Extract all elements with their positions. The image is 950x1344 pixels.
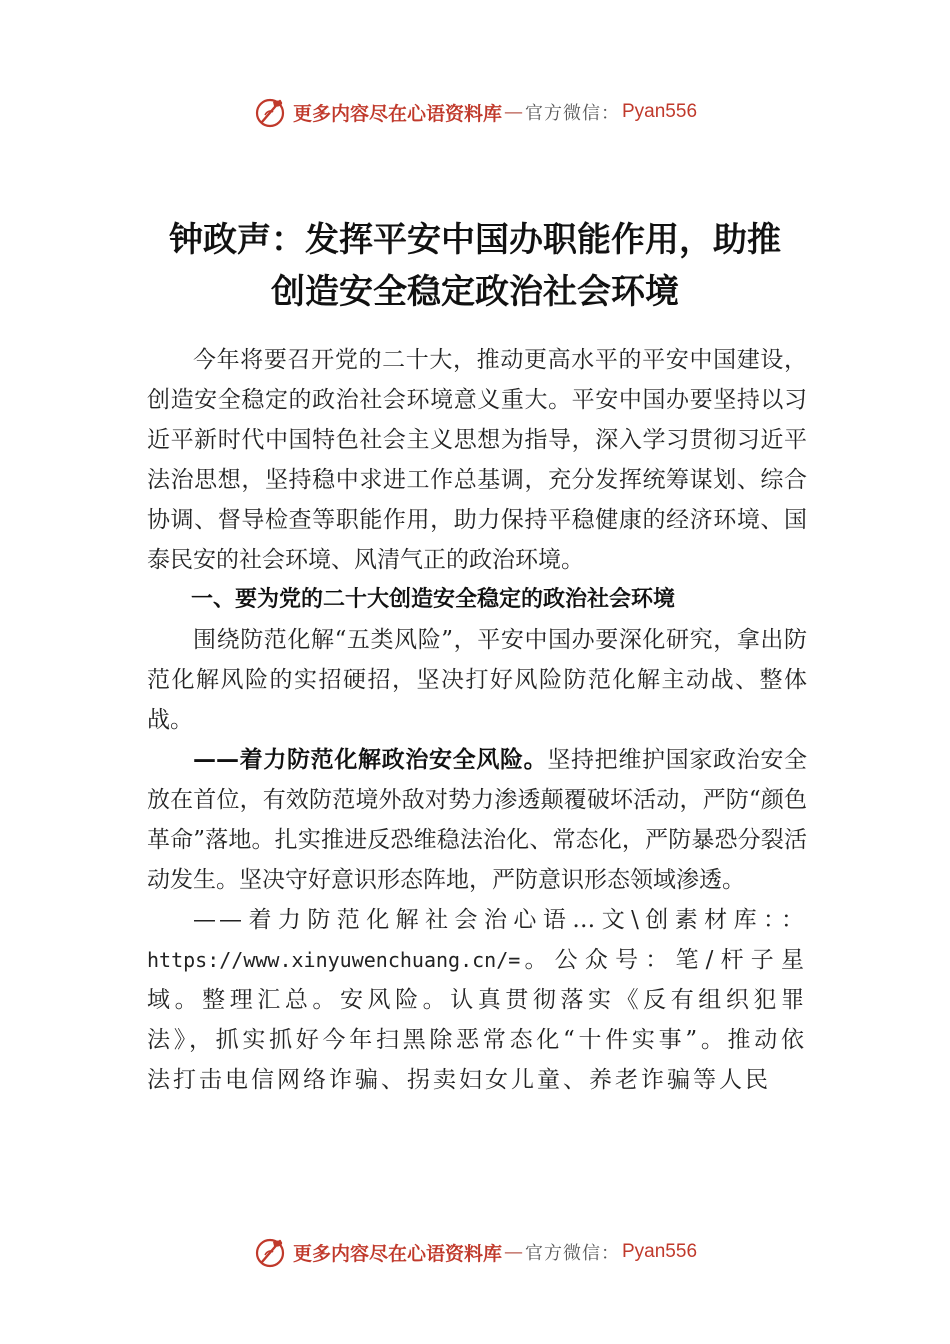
paragraph-lead-political: ——着力防范化解政治安全风险。 xyxy=(193,747,548,773)
paragraph-social-rest: 。公众号：笔/杆子星域。整理汇总。安风险。认真贯彻落实《反有组织犯罪法》，抓实抓好今年扫黑除恶常态化“十件实事”。推动依法打击电信网络诈骗、拐卖妇女儿童、养老诈骗等人民 xyxy=(147,947,807,1093)
paragraph-social-governance xyxy=(147,900,807,1100)
source-url-link[interactable]: https://www.xinyuwenchuang.cn/= xyxy=(147,948,521,972)
paragraph-intro: 今年将要召开党的二十大，推动更高水平的平安中国建设，创造安全稳定的政治社会环境意义重大。平安中国办要坚持以习近平新时代中国特色社会主义思想为指导，深入学习贯彻习近平法治思想，坚持稳中求进工作总基调，充分发挥统筹谋划、综合协调、督导检查等职能作用，助力保持平稳健康的经济环境、国泰民安的社会环境、风清气正的政治环境。 xyxy=(147,347,807,573)
section-heading-1: 一、要为党的二十大创造安全稳定的政治社会环境 xyxy=(191,587,676,612)
paragraph-social-start: ——着力防范化解社会治心语…文\创素材库：： xyxy=(193,907,807,933)
banner-account-id: Pyan556 xyxy=(622,101,698,122)
footer-account-id: Pyan556 xyxy=(622,1241,698,1262)
quill-seal-icon xyxy=(253,1235,287,1269)
footer-banner xyxy=(0,1232,950,1272)
footer-channel-label: 官方微信： xyxy=(525,1243,620,1264)
title-line-1: 钟政声：发挥平安中国办职能作用，助推 xyxy=(169,220,781,260)
document-body xyxy=(147,340,807,1100)
header-banner xyxy=(0,92,950,132)
paragraph-political-security xyxy=(147,740,807,900)
paragraph-political-body: 坚持把维护国家政治安全放在首位，有效防范境外敌对势力渗透颠覆破坏活动，严防“颜色革命”落地。扎实推进反恐维稳法治化、常态化，严防暴恐分裂活动发生。坚决守好意识形态阵地，严防意识形态领域渗透。 xyxy=(147,747,808,893)
banner-brand-text: 更多内容尽在心语资料库 xyxy=(292,102,502,125)
footer-separator: — xyxy=(504,1241,523,1263)
banner-separator: — xyxy=(504,101,523,123)
footer-brand-text: 更多内容尽在心语资料库 xyxy=(292,1242,502,1265)
paragraph-five-risks: 围绕防范化解“五类风险”，平安中国办要深化研究，拿出防范化解风险的实招硬招，坚决打好风险防范化解主动战、整体战。 xyxy=(147,627,807,733)
document-title xyxy=(140,214,810,318)
quill-seal-icon xyxy=(253,95,287,129)
title-line-2: 创造安全稳定政治社会环境 xyxy=(271,272,679,312)
banner-channel-label: 官方微信： xyxy=(525,103,620,124)
